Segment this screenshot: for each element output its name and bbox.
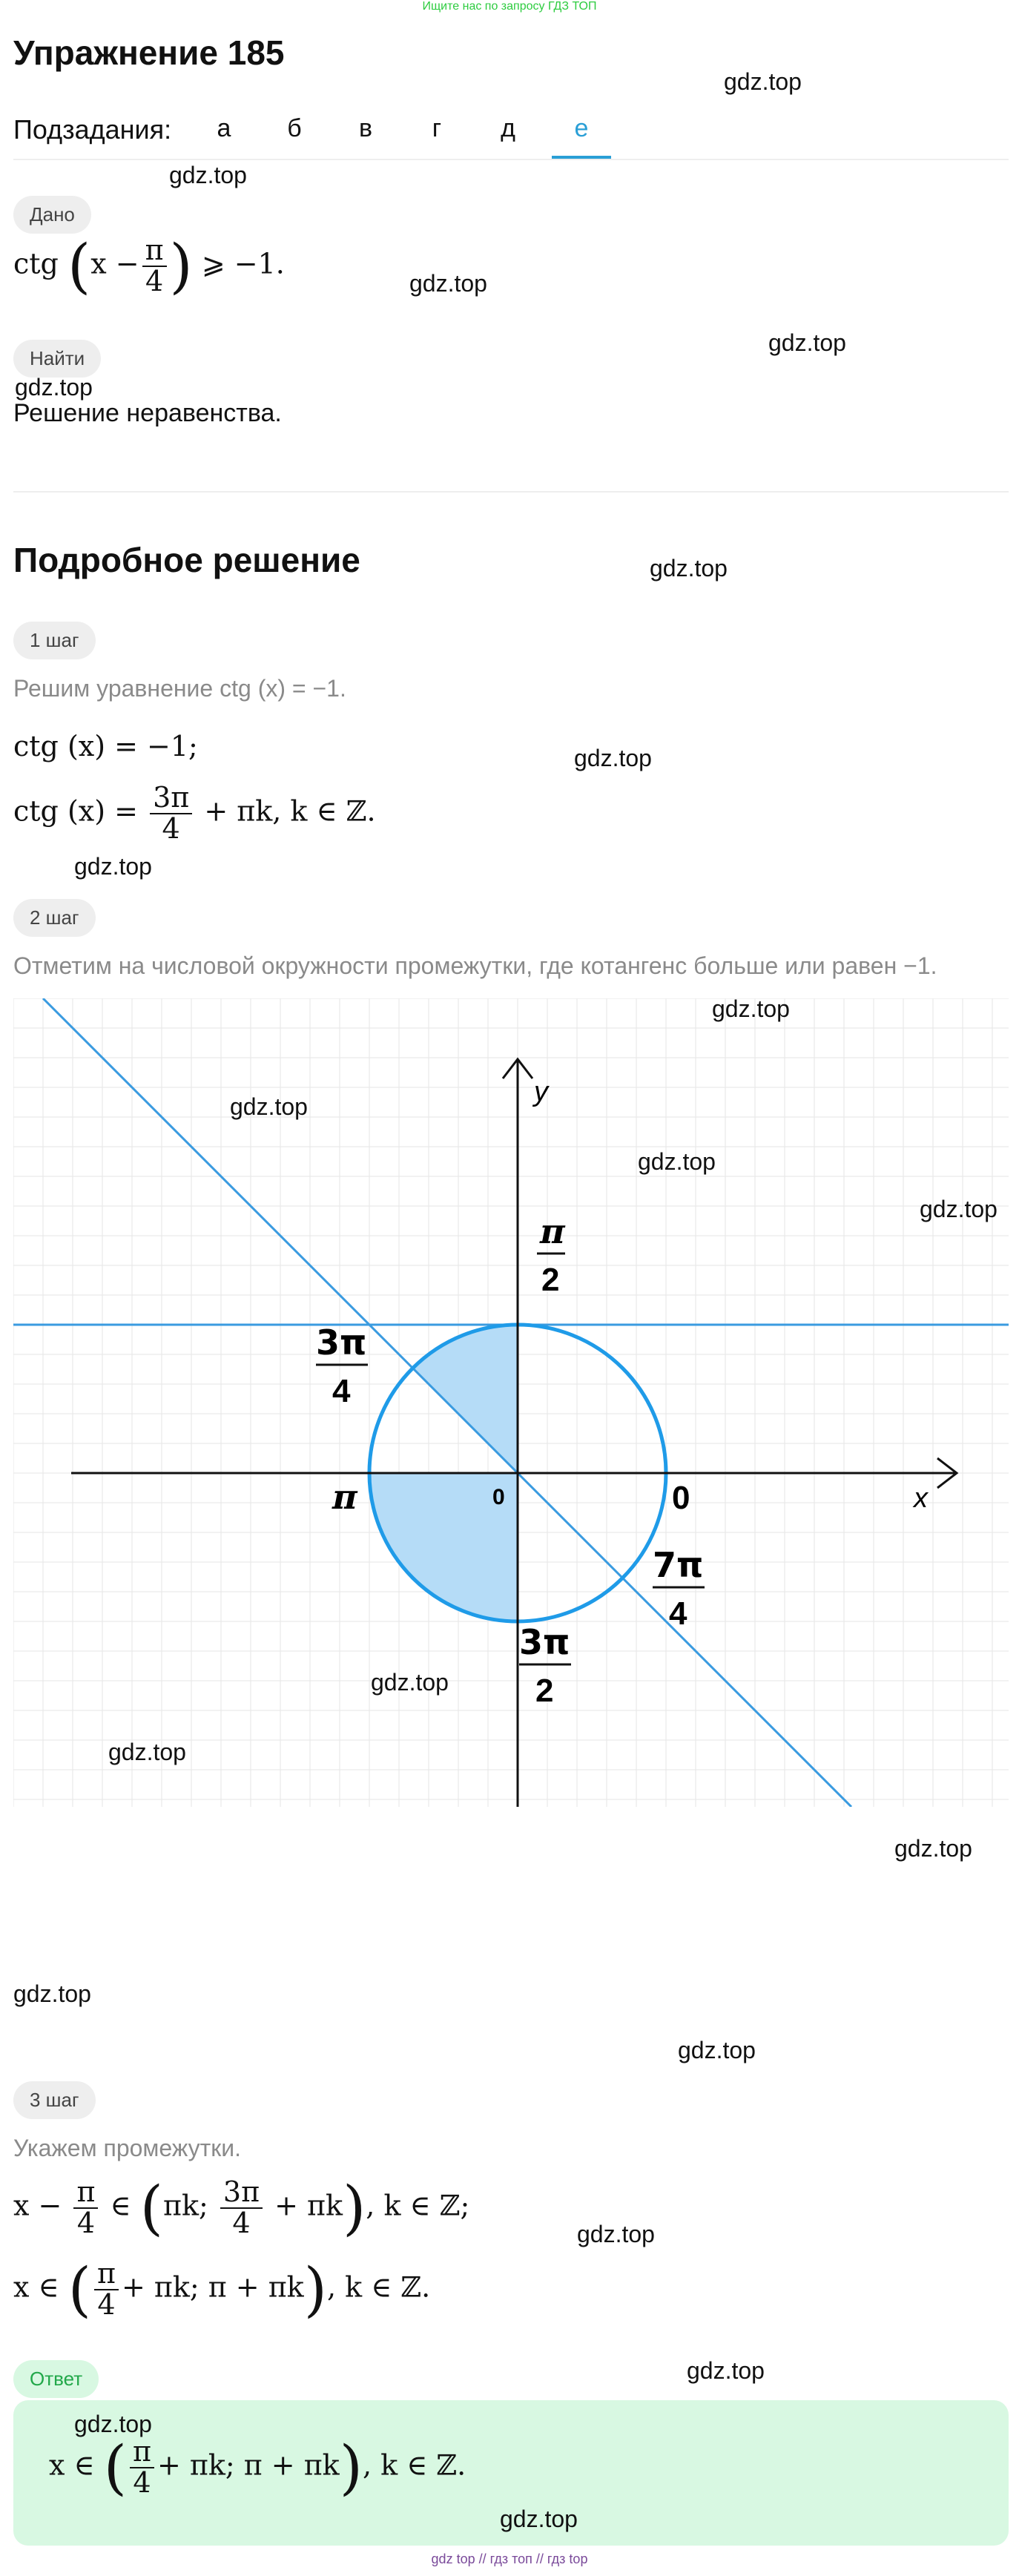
step2-intro: Отметим на числовой окружности промежутки, где котангенс больше или равен −1.	[13, 952, 937, 979]
watermark: gdz.top	[920, 1196, 997, 1222]
watermark: gdz.top	[577, 2221, 655, 2247]
step1-intro: Решим уравнение ctg (x) = −1.	[13, 675, 346, 702]
paren: )	[303, 2254, 327, 2324]
watermark: gdz.top	[894, 1835, 972, 1862]
eq2-fraction	[150, 783, 192, 844]
y-axis-label: y	[534, 1076, 548, 1107]
step3-line1	[13, 2173, 470, 2242]
watermark: gdz.top	[724, 68, 802, 95]
label-7pi-4-den: 4	[669, 1595, 687, 1632]
l2-a: x ∈	[13, 2270, 59, 2304]
watermark: gdz.top	[687, 2357, 765, 2384]
answer-pill: Ответ	[13, 2360, 99, 2398]
subtasks-label: Подзадания:	[13, 114, 172, 145]
step3-intro: Укажем промежутки.	[13, 2135, 242, 2161]
frac-num: π	[142, 236, 167, 267]
paren: (	[67, 2254, 91, 2324]
l2-b: + πk; π + πk	[121, 2270, 304, 2304]
l2-c: , k ∈ ℤ.	[326, 2270, 431, 2304]
tab-b[interactable]: б	[287, 114, 302, 142]
label-pi-half-den: 2	[541, 1262, 560, 1298]
page-title: Упражнение 185	[13, 33, 285, 72]
ans-a: x ∈	[49, 2448, 95, 2482]
watermark: gdz.top	[13, 1980, 91, 2007]
l2-fraction	[94, 2259, 119, 2320]
watermark: gdz.top	[15, 374, 93, 401]
watermark: gdz.top	[74, 2411, 152, 2437]
tab-g[interactable]: г	[432, 114, 442, 142]
footer-links: gdz top // гдз топ // гдз top	[431, 2552, 588, 2566]
frac-den: 4	[145, 264, 164, 297]
solution-title: Подробное решение	[13, 541, 360, 579]
tab-v[interactable]: в	[358, 114, 373, 142]
given-fraction	[142, 236, 167, 297]
frac-num: 3π	[150, 783, 192, 814]
watermark: gdz.top	[500, 2506, 578, 2532]
find-pill: Найти	[13, 340, 101, 378]
l1-fraction-1	[73, 2175, 98, 2239]
given-rhs: ⩾ −1.	[201, 247, 285, 280]
paren: )	[343, 2173, 366, 2242]
ans-b: + πk; π + πk	[156, 2448, 340, 2482]
frac-den: 4	[232, 2206, 251, 2239]
given-expression	[13, 231, 285, 300]
frac-den: 4	[76, 2206, 96, 2239]
tab-a[interactable]: а	[217, 114, 231, 142]
given-pill: Дано	[13, 196, 91, 234]
label-3pi-2-den: 2	[535, 1673, 554, 1709]
frac-num: π	[94, 2259, 119, 2290]
paren: )	[339, 2432, 363, 2502]
step3-line2	[13, 2254, 431, 2324]
watermark: gdz.top	[768, 329, 846, 356]
origin-label: 0	[492, 1485, 505, 1509]
frac-den: 4	[133, 2465, 151, 2499]
watermark: gdz.top	[712, 995, 790, 1022]
frac-num: π	[73, 2178, 98, 2209]
l1-a: x −	[13, 2189, 62, 2222]
label-pi: π	[332, 1477, 357, 1517]
frac-den: 4	[97, 2287, 116, 2321]
top-search-note: Ищите нас по запросу ГДЗ ТОП	[422, 0, 597, 13]
tab-d[interactable]: д	[501, 114, 515, 142]
eq2-right: + πk, k ∈ ℤ.	[204, 794, 376, 828]
watermark: gdz.top	[409, 270, 487, 297]
watermark: gdz.top	[371, 1669, 449, 1696]
label-7pi-4-num: 7π	[653, 1545, 704, 1585]
frac-den: 4	[162, 811, 180, 845]
l1-c: πk;	[162, 2189, 208, 2222]
answer-expression	[49, 2432, 466, 2502]
step1-eq2	[13, 783, 376, 844]
paren: (	[103, 2432, 127, 2502]
given-arg: x −	[90, 247, 139, 280]
frac-num: π	[130, 2437, 154, 2468]
label-pi-half-num: π	[540, 1211, 565, 1251]
tab-e[interactable]: е	[574, 114, 589, 142]
l1-fraction-2	[220, 2175, 263, 2239]
step1-eq1: ctg (x) = −1;	[13, 730, 198, 762]
paren: (	[67, 231, 91, 300]
watermark: gdz.top	[638, 1148, 716, 1175]
eq2-left: ctg (x) =	[13, 794, 138, 828]
watermark: gdz.top	[74, 853, 152, 880]
unit-circle-graph	[13, 998, 1009, 1807]
frac-num: 3π	[220, 2178, 263, 2209]
divider	[13, 491, 1009, 493]
paren: (	[139, 2173, 163, 2242]
watermark: gdz.top	[108, 1739, 186, 1765]
l1-b: ∈	[110, 2189, 131, 2222]
step1-pill: 1 шаг	[13, 622, 96, 659]
ctg-text: ctg	[13, 247, 59, 280]
step2-pill: 2 шаг	[13, 899, 96, 937]
ans-fraction	[130, 2437, 154, 2498]
label-3pi-2-num: 3π	[519, 1622, 570, 1662]
paren: )	[169, 231, 193, 300]
watermark: gdz.top	[169, 162, 247, 188]
ans-c: , k ∈ ℤ.	[362, 2448, 466, 2482]
step3-pill: 3 шаг	[13, 2081, 96, 2119]
watermark: gdz.top	[678, 2037, 756, 2063]
watermark: gdz.top	[650, 555, 728, 582]
x-axis-label: x	[914, 1483, 928, 1514]
label-3pi-4-den: 4	[332, 1373, 351, 1409]
watermark: gdz.top	[574, 745, 652, 771]
divider	[13, 159, 1009, 160]
l1-d: + πk	[274, 2189, 343, 2222]
label-3pi-4-num: 3π	[316, 1322, 367, 1363]
label-zero: 0	[672, 1480, 690, 1516]
find-text: Решение неравенства.	[13, 399, 282, 427]
watermark: gdz.top	[230, 1093, 308, 1120]
l1-e: , k ∈ ℤ;	[366, 2189, 470, 2222]
